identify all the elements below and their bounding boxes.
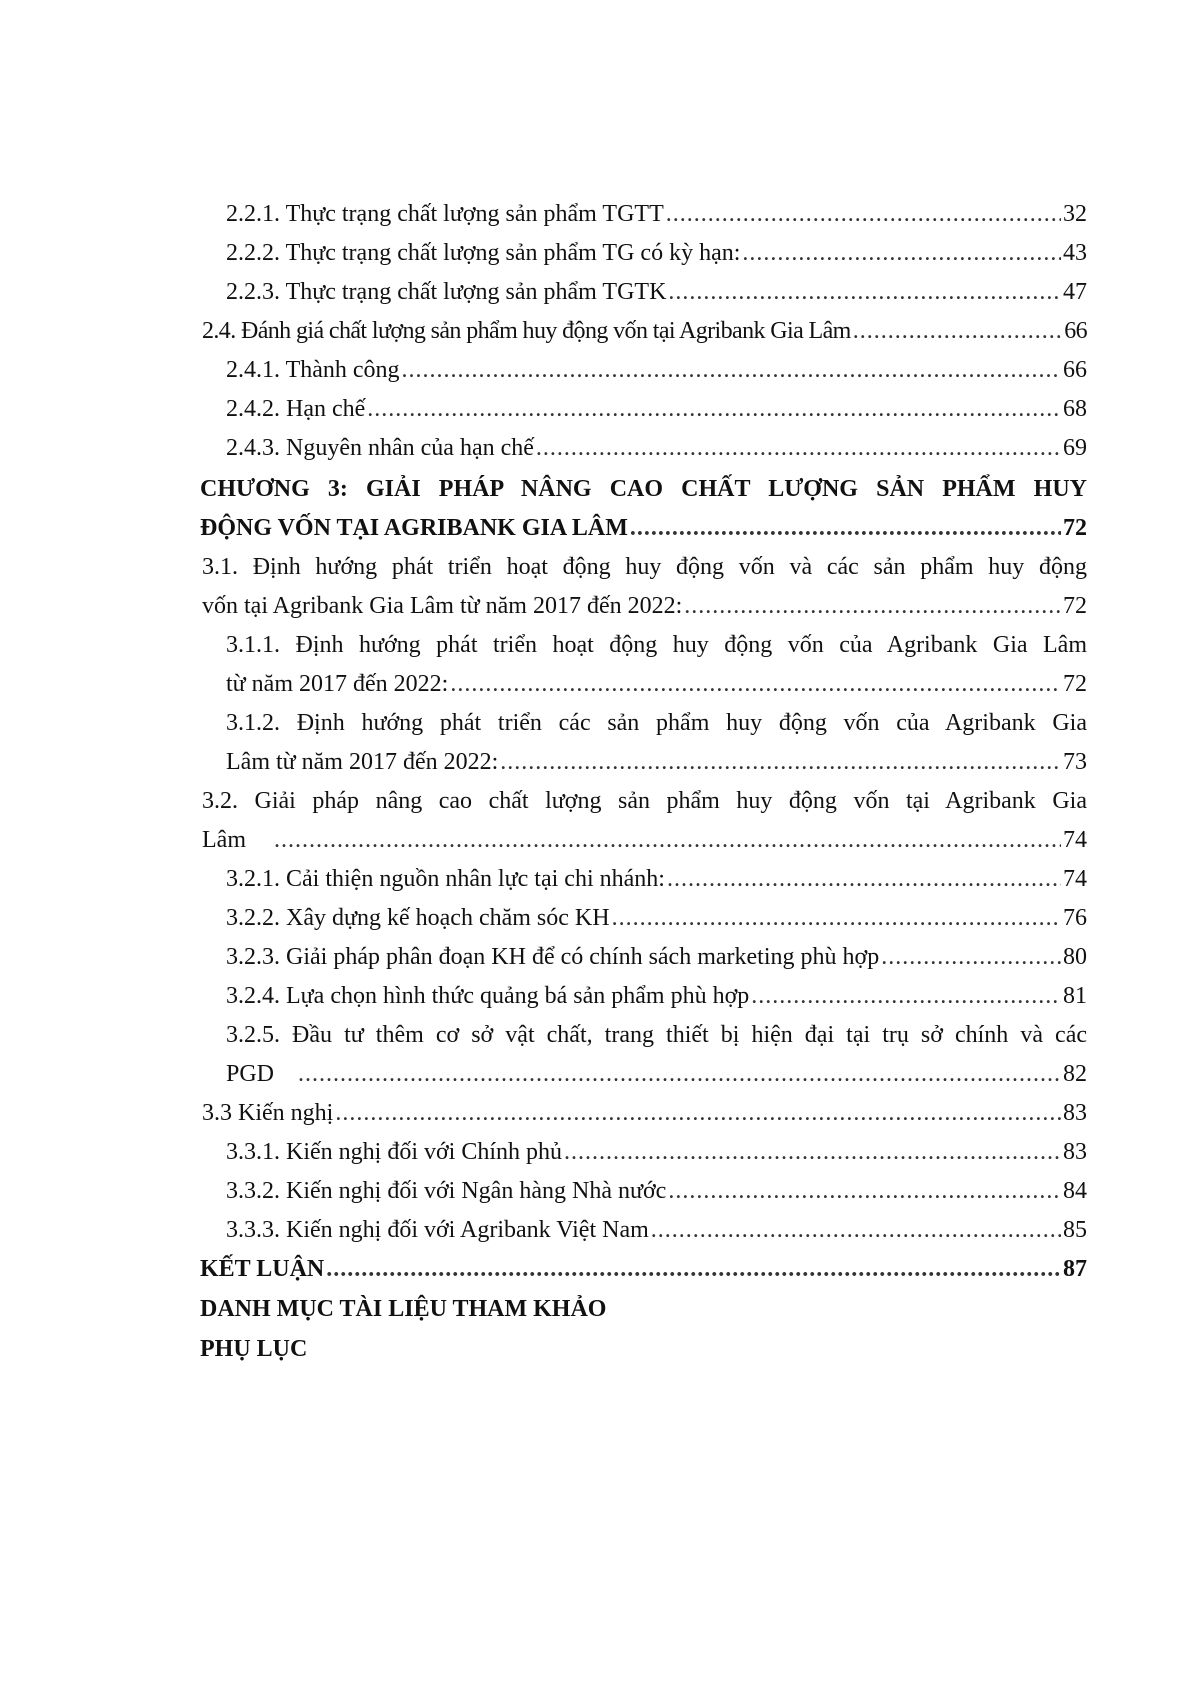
dot-leader [853,312,1062,350]
toc-chapter-3 [200,509,1087,547]
toc-entry-page: 43 [1063,240,1087,266]
toc-entry-3-3 [202,1094,1087,1132]
toc-entry-page: 69 [1063,435,1087,461]
toc-entry-3-1 [202,587,1087,625]
toc-entry-page: 84 [1063,1178,1087,1204]
toc-entry-page: 82 [1063,1061,1087,1087]
toc-entry-page: 74 [1063,866,1087,892]
toc-entry-title: 2.2.3. Thực trạng chất lượng sản phẩm TGTK [226,279,667,305]
toc-chapter-3-line1: CHƯƠNG 3: GIẢI PHÁP NÂNG CAO CHẤT LƯỢNG SẢN PHẨM HUY [200,476,1087,502]
toc-entry-page: 73 [1063,749,1087,775]
toc-entry-page: 68 [1063,396,1087,422]
toc-entry-title: KẾT LUẬN [200,1256,325,1282]
dot-leader [335,1094,1061,1132]
toc-entry-title: 3.2.3. Giải pháp phân đoạn KH để có chính sách marketing phù hợp [226,944,880,970]
toc-entry-phu-luc: PHỤ LỤC [200,1336,308,1362]
dot-leader [367,390,1061,428]
toc-entry-title: 2.4.3. Nguyên nhân của hạn chế [226,435,534,461]
toc-entry-title: 2.2.2. Thực trạng chất lượng sản phẩm TG có kỳ hạn: [226,240,741,266]
dot-leader [666,195,1061,233]
toc-entry-2-4 [202,312,1087,350]
dot-leader [684,587,1061,625]
toc-entry-page: 32 [1063,201,1087,227]
toc-entry-page: 66 [1064,318,1087,344]
toc-entry-3-2-1 [226,860,1087,898]
toc-entry-title: 2.2.1. Thực trạng chất lượng sản phẩm TGTT [226,201,664,227]
toc-entry-title: Lâm từ năm 2017 đến 2022: [226,749,499,775]
toc-entry-3-2 [202,821,1087,859]
toc-entry-2-2-1 [226,195,1087,233]
dot-leader [742,234,1061,272]
toc-entry-3-2-2 [226,899,1087,937]
toc-entry-page: 72 [1063,671,1087,697]
toc-entry-title: PGD [226,1061,275,1087]
toc-entry-title: 2.4.2. Hạn chế [226,396,366,422]
dot-leader [668,273,1061,311]
toc-entry-3-1-2 [226,743,1087,781]
toc-entry-page: 80 [1063,944,1087,970]
toc-entry-title: Lâm [202,827,246,853]
dot-leader [667,860,1061,898]
dot-leader [298,1055,1061,1093]
toc-entry-title: ĐỘNG VỐN TẠI AGRIBANK GIA LÂM [200,515,628,541]
toc-entry-page: 83 [1063,1100,1087,1126]
toc-entry-ket-luan [200,1250,1087,1288]
toc-entry-title: vốn tại Agribank Gia Lâm từ năm 2017 đến 2022: [202,593,683,619]
toc-entry-3-2-5 [226,1055,1087,1093]
toc-entry-3-1-1 [226,665,1087,703]
toc-entry-title: 3.2.1. Cải thiện nguồn nhân lực tại chi nhánh: [226,866,665,892]
toc-entry-page: 76 [1063,905,1087,931]
toc-entry-2-4-2 [226,390,1087,428]
toc-entry-3-1-1-line1: 3.1.1. Định hướng phát triển hoạt động huy động vốn của Agribank Gia Lâm [226,632,1087,658]
toc-entry-page: 81 [1063,983,1087,1009]
toc-entry-2-2-3 [226,273,1087,311]
dot-leader [450,665,1061,703]
toc-entry-title: 3.3.2. Kiến nghị đối với Ngân hàng Nhà nước [226,1178,667,1204]
toc-entry-3-3-2 [226,1172,1087,1210]
toc-entry-3-2-line1: 3.2. Giải pháp nâng cao chất lượng sản phẩm huy động vốn tại Agribank Gia [202,788,1087,814]
toc-entry-page: 47 [1063,279,1087,305]
toc-entry-title: 2.4.1. Thành công [226,357,400,383]
toc-entry-page: 83 [1063,1139,1087,1165]
dot-leader [751,977,1061,1015]
dot-leader [274,821,1061,859]
toc-entry-2-4-1 [226,351,1087,389]
toc-entry-title: 3.2.2. Xây dựng kế hoạch chăm sóc KH [226,905,610,931]
toc-entry-title: 3.3 Kiến nghị [202,1100,334,1126]
toc-entry-page: 66 [1063,357,1087,383]
dot-leader [500,743,1061,781]
toc-entry-page: 85 [1063,1217,1087,1243]
toc-entry-danh-muc: DANH MỤC TÀI LIỆU THAM KHẢO [200,1296,607,1322]
dot-leader [612,899,1061,937]
dot-leader [651,1211,1061,1249]
toc-entry-3-3-1 [226,1133,1087,1171]
toc-entry-title: 3.3.3. Kiến nghị đối với Agribank Việt Nam [226,1217,649,1243]
toc-entry-3-2-3 [226,938,1087,976]
toc-entry-title: từ năm 2017 đến 2022: [226,671,449,697]
toc-entry-page: 74 [1063,827,1087,853]
dot-leader [536,429,1061,467]
dot-leader [402,351,1061,389]
toc-entry-title: 3.2.4. Lựa chọn hình thức quảng bá sản phẩm phù hợp [226,983,750,1009]
toc-entry-3-2-4 [226,977,1087,1015]
toc-entry-page: 72 [1063,515,1087,541]
dot-leader [668,1172,1061,1210]
dot-leader [881,938,1061,976]
dot-leader [564,1133,1061,1171]
toc-entry-title: 3.3.1. Kiến nghị đối với Chính phủ [226,1139,563,1165]
dot-leader [326,1250,1061,1288]
toc-entry-3-2-5-line1: 3.2.5. Đầu tư thêm cơ sở vật chất, trang thiết bị hiện đại tại trụ sở chính và các [226,1022,1087,1048]
toc-entry-3-1-line1: 3.1. Định hướng phát triển hoạt động huy động vốn và các sản phẩm huy động [202,554,1087,580]
toc-entry-page: 72 [1063,593,1087,619]
toc-entry-2-4-3 [226,429,1087,467]
toc-entry-2-2-2 [226,234,1087,272]
dot-leader [630,509,1061,547]
toc-entry-3-1-2-line1: 3.1.2. Định hướng phát triển các sản phẩm huy động vốn của Agribank Gia [226,710,1087,736]
toc-entry-3-3-3 [226,1211,1087,1249]
toc-entry-page: 87 [1063,1256,1087,1282]
toc-entry-title: 2.4. Đánh giá chất lượng sản phẩm huy động vốn tại Agribank Gia Lâm [202,318,851,344]
